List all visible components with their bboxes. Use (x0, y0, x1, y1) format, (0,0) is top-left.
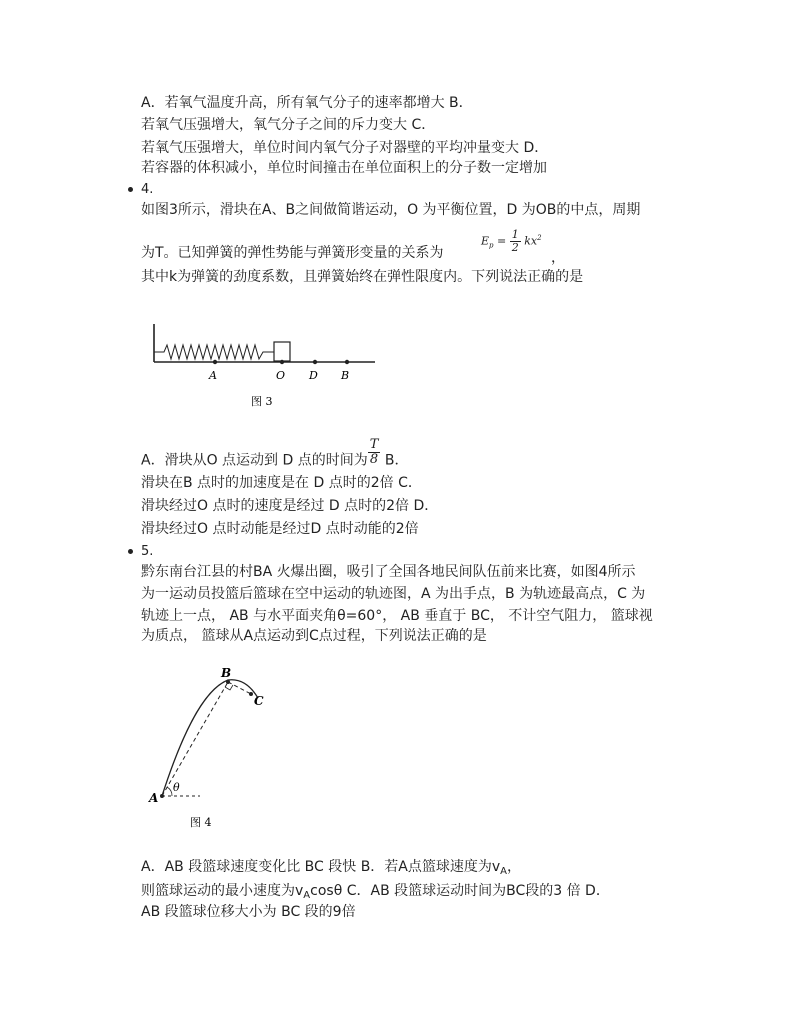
label-c: C (254, 694, 264, 708)
point-a (160, 794, 164, 798)
q4-stem-line-1: 如图3所示，滑块在A、B之间做简谐运动，O 为平衡位置，D 为OB的中点，周期 (141, 202, 641, 218)
formula-sup: 2 (537, 233, 542, 242)
q4-option-b-label: B． (380, 452, 409, 469)
q4-stem-line-2: 为T。已知弹簧的弹性势能与弹簧形变量的关系为 (141, 245, 444, 261)
q5-option-line-3: AB 段篮球位移大小为 BC 段的9倍 (141, 904, 356, 920)
point-a (213, 360, 217, 364)
q3-option-line-2: 若氧气压强增大，氧气分子之间的斥力变大 C． (141, 117, 436, 133)
formula-fraction: $\frac{1}{2}$ (511, 228, 519, 254)
q4-option-line-2: 滑块在B 点时的加速度是在 D 点时的2倍 C． (141, 475, 422, 491)
t-over-8-fraction: $\frac{T}{8}$ (369, 437, 379, 467)
q4-bullet (128, 187, 133, 192)
trajectory-curve (162, 680, 258, 796)
q4-stem-line-2-end: ， (551, 250, 565, 266)
point-d (313, 360, 317, 364)
elastic-energy-formula: $E_p$ = $\frac{1}{2}$ $kx^2$ (481, 228, 542, 254)
point-b (226, 680, 230, 684)
label-a: A (149, 791, 159, 805)
spring (154, 345, 274, 359)
figure-3-caption: 图 3 (251, 395, 273, 408)
q5-option-line-1-end: ， (507, 859, 522, 875)
q5-option-line-1 (141, 857, 521, 882)
label-b: B (221, 666, 232, 680)
label-o: O (276, 369, 286, 382)
q3-option-line-3: 若氧气压强增大，单位时间内氧气分子对器壁的平均冲量变大 D． (141, 140, 549, 156)
figure-4-trajectory-diagram (140, 660, 280, 835)
q5-option-line-2-end: cosθ C．AB 段篮球运动时间为BC段的3 倍 D． (310, 883, 610, 899)
q4-option-a-text: A．滑块从O 点运动到 D 点的时间为 (141, 452, 368, 469)
q5-option-line-1-text: A．AB 段篮球速度变化比 BC 段快 B．若A点篮球速度为v (141, 859, 501, 875)
label-d: D (309, 369, 318, 382)
q5-number: 5. (141, 544, 154, 559)
point-c (249, 692, 253, 696)
figure-3-spring-diagram (150, 318, 380, 418)
point-b (345, 360, 349, 364)
slider-block (274, 342, 290, 361)
figure-4-caption: 图 4 (190, 816, 212, 829)
q4-option-line-3: 滑块经过O 点时的速度是经过 D 点时的2倍 D． (141, 498, 439, 514)
q4-number: 4. (141, 182, 154, 197)
q5-stem-line-2: 为一运动员投篮后篮球在空中运动的轨迹图，A 为出手点，B 为轨迹最高点，C 为 (141, 586, 646, 602)
q4-option-a (141, 437, 409, 475)
chord-ab (162, 682, 228, 796)
formula-rhs: kx (524, 234, 538, 248)
angle-arc (167, 787, 172, 796)
q3-option-line-1: A．若氧气温度升高，所有氧气分子的速率都增大 B． (141, 95, 473, 111)
label-a: A (209, 369, 217, 382)
formula-lhs: E (481, 234, 490, 248)
q5-stem-line-3: 轨迹上一点， AB 与水平面夹角θ=60°， AB 垂直于 BC， 不计空气阻力， 篮球视 (141, 608, 653, 624)
formula-sub: p (489, 241, 494, 250)
q4-stem-line-3: 其中k为弹簧的劲度系数，且弹簧始终在弹性限度内。下列说法正确的是 (141, 269, 584, 285)
v-subscript: A (500, 866, 508, 877)
q5-option-line-2-text: 则篮球运动的最小速度为v (141, 883, 304, 899)
q5-bullet (128, 549, 133, 554)
q5-stem-line-1: 黔东南台江县的村BA 火爆出圈，吸引了全国各地民间队伍前来比赛，如图4所示 (141, 564, 636, 580)
v-subscript: A (303, 890, 311, 901)
label-b: B (341, 369, 350, 382)
theta-label: θ (173, 781, 180, 794)
q4-option-line-4: 滑块经过O 点时动能是经过D 点时动能的2倍 (141, 521, 419, 537)
q5-stem-line-4: 为质点， 篮球从A点运动到C点过程，下列说法正确的是 (141, 628, 487, 644)
q3-option-line-4: 若容器的体积减小，单位时间撞击在单位面积上的分子数一定增加 (141, 160, 547, 176)
point-o (280, 360, 284, 364)
